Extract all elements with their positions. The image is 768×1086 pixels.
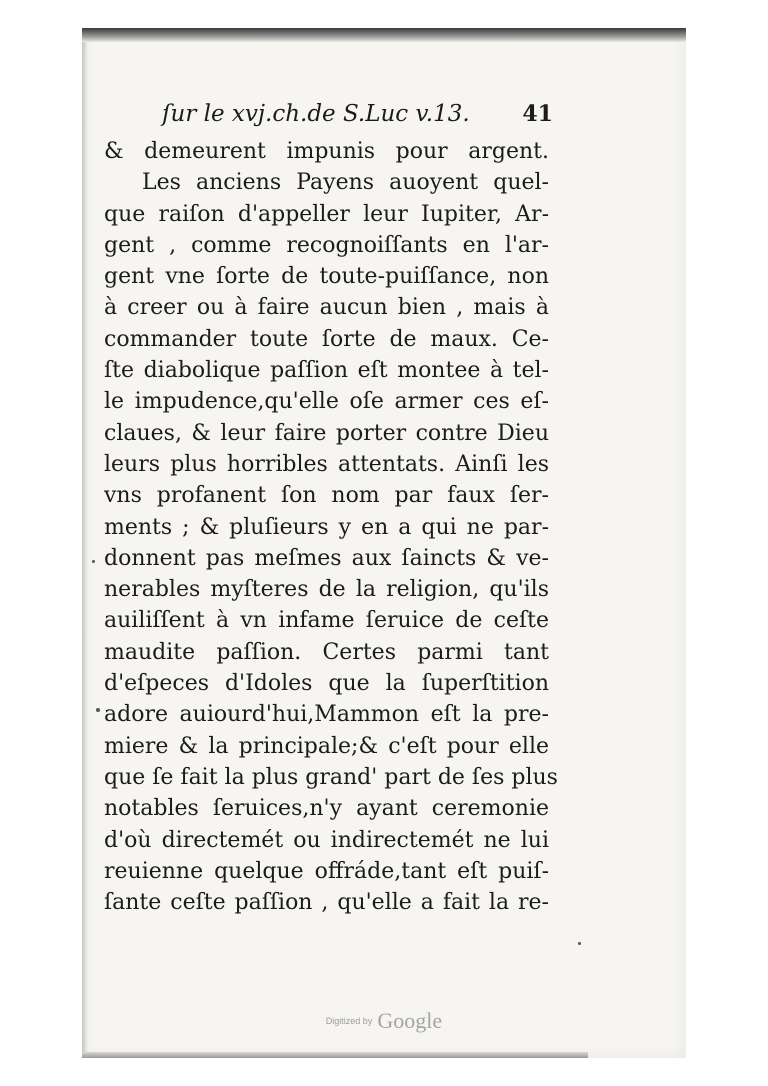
page-gutter-shadow [82,42,88,1052]
text-line: vns profanent ſon nom par faux ſer- [104,483,549,509]
google-wordmark: Google [377,1008,443,1033]
paper-speck [578,942,581,945]
text-line: ſante ceſte paſſion , qu'elle a fait la re- [104,890,549,916]
paper-speck [96,708,100,712]
text-line: donnent pas meſmes aux ſaincts & ve- [104,545,549,571]
text-line: auiliſſent à vn infame ſeruice de ceſte [104,608,549,634]
text-line: gent , comme recognoiſſants en l'ar- [104,232,549,258]
text-line: nerables myſteres de la religion, qu'ils [104,577,549,603]
text-line: gent vne ſorte de toute-puiſſance, non [104,264,549,290]
text-line: ſte diabolique paſſion eſt montee à tel- [104,358,549,384]
text-line: notables ſeruices,n'y ayant ceremonie [104,796,549,822]
text-line: leurs plus horribles attentats. Ainſi les [104,451,549,477]
text-line: adore auiourd'hui,Mammon eſt la pre- [104,702,549,728]
text-line: miere & la principale;& c'eſt pour elle [104,733,549,759]
text-line: à creer ou à faire aucun bien , mais à [104,295,549,321]
text-line: ments ; & pluſieurs y en a qui ne par- [104,514,549,540]
text-line: Les anciens Payens auoyent quel- [142,170,549,196]
paper-speck [92,560,95,563]
text-line: reuienne quelque offráde,tant eſt puiſ- [104,858,549,884]
text-line: que ſe fait la plus grand' part de ſes plus [104,764,558,790]
page-bottom-edge [82,1052,588,1058]
running-head-title: ſur le xvj.ch.de S.Luc v.13. [162,101,470,127]
text-line: que raiſon d'appeller leur Iupiter, Ar- [104,201,549,227]
text-line: & demeurent impunis pour argent. [104,139,549,164]
text-line: claues, & leur faire porter contre Dieu [104,420,549,446]
page-number: 41 [522,101,553,127]
digitization-stamp [0,1008,768,1034]
text-line: le impudence,qu'elle oſe armer ces eſ- [104,389,549,415]
text-line: commander toute ſorte de maux. Ce- [104,326,549,352]
text-line: d'où directemét ou indirectemét ne lui [104,827,549,853]
text-line: maudite paſſion. Certes parmi tant [104,639,549,665]
digitized-by-label: Digitized by [325,1016,373,1026]
page-top-edge [82,28,686,42]
text-line: d'eſpeces d'Idoles que la ſuperſtition [104,671,549,697]
page-text-block [104,92,558,918]
running-head [104,92,553,136]
